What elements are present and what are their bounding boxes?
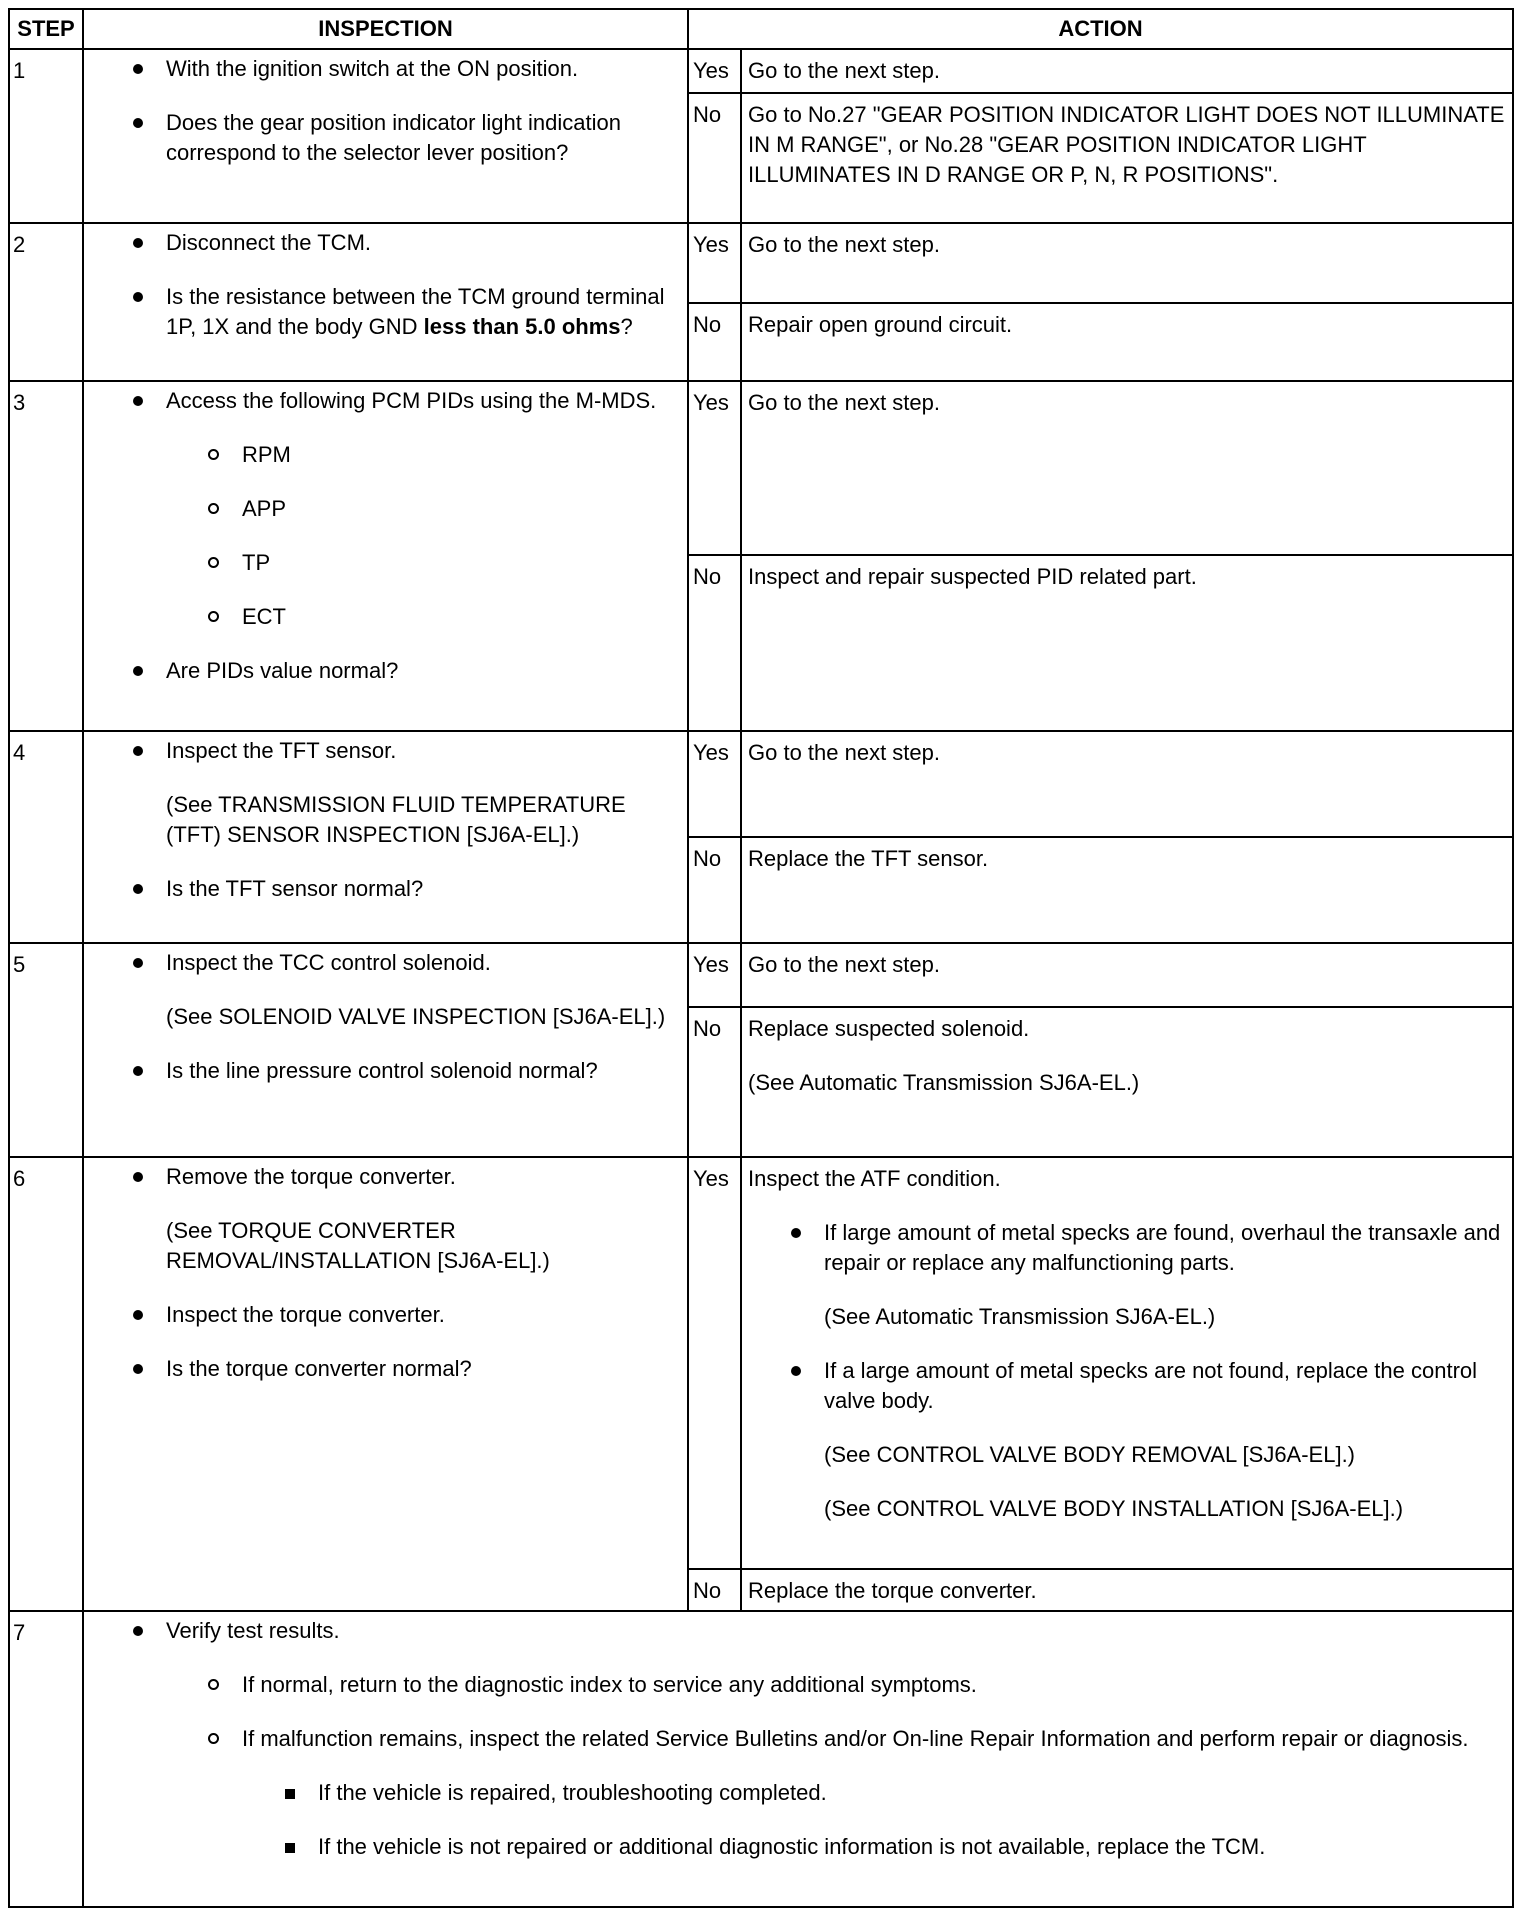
yes-label: Yes [688, 223, 741, 303]
verification-cell [83, 1611, 1513, 1907]
bullet-text-bold: less than 5.0 ohms [423, 314, 621, 339]
inspection-cell [83, 1157, 688, 1611]
bullet-text: Is the resistance between the TCM ground terminal 1P, 1X and the body GND [166, 284, 665, 339]
bullet-item: Is the line pressure control solenoid normal? [166, 1056, 681, 1086]
action-yes [741, 943, 1513, 1007]
action-no [741, 1569, 1513, 1611]
action-no [741, 303, 1513, 381]
sub-sub-bullet-item: If the vehicle is repaired, troubleshooting completed. [318, 1778, 1506, 1808]
pid-item: ECT [242, 602, 681, 632]
action-yes [741, 223, 1513, 303]
diagnostic-table [8, 8, 1514, 1908]
action-no [741, 555, 1513, 731]
action-text: Go to the next step. [748, 58, 941, 83]
sub-bullet-item: If malfunction remains, inspect the related Service Bulletins and/or On-line Repair Information and perform repair or diagnosis. [242, 1724, 1506, 1754]
step-number: 6 [9, 1157, 83, 1611]
step-number: 7 [9, 1611, 83, 1907]
no-label: No [688, 303, 741, 381]
no-label: No [688, 1569, 741, 1611]
bullet-item: Is the TFT sensor normal? [166, 874, 681, 904]
step-number: 2 [9, 223, 83, 381]
reference-text: (See CONTROL VALVE BODY INSTALLATION [SJ6A-EL].) [824, 1496, 1404, 1521]
no-label: No [688, 837, 741, 943]
diagnostic-page [8, 8, 1512, 1908]
bullet-item: Is the torque converter normal? [166, 1354, 681, 1384]
inspection-cell [83, 49, 688, 223]
action-text: Replace the torque converter. [748, 1578, 1037, 1603]
reference-text: (See Automatic Transmission SJ6A-EL.) [824, 1304, 1216, 1329]
step-number: 3 [9, 381, 83, 731]
action-yes [741, 731, 1513, 837]
bullet-item: Remove the torque converter. [166, 1162, 681, 1192]
bullet-text-end: ? [620, 314, 633, 339]
yes-label: Yes [688, 731, 741, 837]
action-no [741, 1007, 1513, 1157]
action-text: Go to the next step. [748, 232, 941, 257]
table-row [9, 223, 1513, 303]
action-text: Inspect the ATF condition. [748, 1166, 1001, 1191]
step-number: 1 [9, 49, 83, 223]
reference-text: (See TORQUE CONVERTER REMOVAL/INSTALLATION [SJ6A-EL].) [166, 1218, 550, 1273]
action-text: Go to No.27 "GEAR POSITION INDICATOR LIGHT DOES NOT ILLUMINATE IN M RANGE", or No.28 "GEAR POSITION INDICATOR LIGHT ILLUMINATES IN D RANGE OR P, N, R POSITIONS". [748, 102, 1505, 187]
bullet-item: Disconnect the TCM. [166, 228, 681, 258]
action-text: Replace suspected solenoid. [748, 1016, 1030, 1041]
action-yes [741, 49, 1513, 93]
no-label: No [688, 1007, 741, 1157]
pid-item: RPM [242, 440, 681, 470]
table-row [9, 1157, 1513, 1569]
pid-item: TP [242, 548, 681, 578]
bullet-item: If large amount of metal specks are found, overhaul the transaxle and repair or replace any malfunctioning parts. [824, 1218, 1506, 1278]
action-reference: (See Automatic Transmission SJ6A-EL.) [748, 1070, 1140, 1095]
step-number: 5 [9, 943, 83, 1157]
inspection-cell [83, 943, 688, 1157]
bullet-item: Access the following PCM PIDs using the M-MDS. [166, 386, 681, 416]
bullet-item: If a large amount of metal specks are not found, replace the control valve body. [824, 1356, 1506, 1416]
yes-label: Yes [688, 943, 741, 1007]
action-no [741, 837, 1513, 943]
reference-text: (See SOLENOID VALVE INSPECTION [SJ6A-EL].) [166, 1004, 666, 1029]
yes-label: Yes [688, 1157, 741, 1569]
header-inspection: INSPECTION [83, 9, 688, 49]
inspection-cell [83, 381, 688, 731]
header-action: ACTION [688, 9, 1513, 49]
yes-label: Yes [688, 49, 741, 93]
inspection-cell [83, 223, 688, 381]
table-row [9, 943, 1513, 1007]
action-text: Go to the next step. [748, 740, 941, 765]
sub-bullet-item: If normal, return to the diagnostic index to service any additional symptoms. [242, 1670, 1506, 1700]
inspection-cell [83, 731, 688, 943]
step-number: 4 [9, 731, 83, 943]
table-row [9, 49, 1513, 93]
action-no [741, 93, 1513, 223]
bullet-item: Are PIDs value normal? [166, 656, 681, 686]
action-text: Repair open ground circuit. [748, 312, 1013, 337]
reference-text: (See TRANSMISSION FLUID TEMPERATURE (TFT) SENSOR INSPECTION [SJ6A-EL].) [166, 792, 626, 847]
bullet-item: Inspect the TFT sensor. [166, 736, 681, 766]
action-text: Go to the next step. [748, 390, 941, 415]
action-yes [741, 1157, 1513, 1569]
action-text: Replace the TFT sensor. [748, 846, 989, 871]
table-row [9, 381, 1513, 555]
reference-text: (See CONTROL VALVE BODY REMOVAL [SJ6A-EL].) [824, 1442, 1356, 1467]
bullet-item [166, 282, 681, 342]
pid-item: APP [242, 494, 681, 524]
yes-label: Yes [688, 381, 741, 555]
bullet-item: With the ignition switch at the ON position. [166, 54, 681, 84]
bullet-item: Inspect the TCC control solenoid. [166, 948, 681, 978]
bullet-item: Inspect the torque converter. [166, 1300, 681, 1330]
table-row [9, 731, 1513, 837]
action-yes [741, 381, 1513, 555]
bullet-item: Verify test results. [166, 1616, 1506, 1646]
header-step: STEP [9, 9, 83, 49]
action-text: Inspect and repair suspected PID related part. [748, 564, 1197, 589]
bullet-item: Does the gear position indicator light indication correspond to the selector lever position? [166, 108, 681, 168]
table-header-row [9, 9, 1513, 49]
table-row [9, 1611, 1513, 1907]
action-text: Go to the next step. [748, 952, 941, 977]
no-label: No [688, 93, 741, 223]
no-label: No [688, 555, 741, 731]
sub-sub-bullet-item: If the vehicle is not repaired or additional diagnostic information is not available, replace the TCM. [318, 1832, 1506, 1862]
